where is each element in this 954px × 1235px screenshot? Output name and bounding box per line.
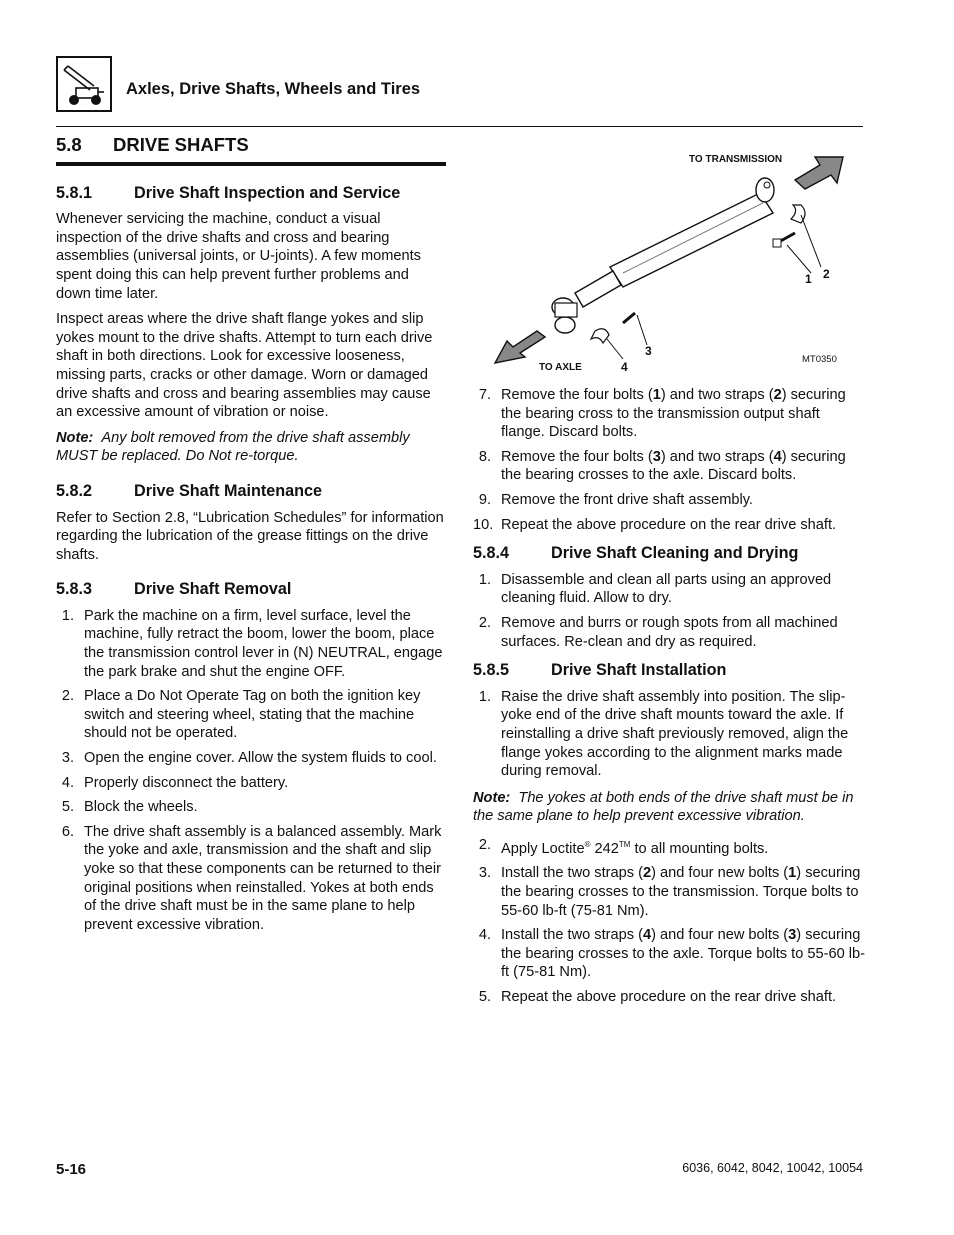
note-text: Any bolt removed from the drive shaft assembly MUST be replaced. Do Not re-torque.: [56, 429, 410, 465]
slip-yoke: [575, 271, 621, 307]
subsection-heading-installation: 5.8.5 Drive Shaft Installation: [473, 661, 727, 680]
figure-code: MT0350: [802, 354, 837, 365]
subsection-heading-maintenance: 5.8.2 Drive Shaft Maintenance: [56, 481, 323, 500]
section-heading: [56, 136, 446, 166]
list-item: 2. Apply Loctite® 242™ to all mounting bolts.: [478, 836, 769, 857]
note-text: The yokes at both ends of the drive shaft must be in the same plane to help prevent excessive vibration.: [473, 789, 854, 825]
right-column: [473, 386, 865, 1012]
list-item: 4. Install the two straps (4) and four new bolts (3) securing the bearing crosses to the axle. Torque bolts to 55-60 lb-ft (75-81 Nm).: [478, 927, 865, 981]
callout-1: 1: [805, 272, 812, 286]
to-transmission-label: TO TRANSMISSION: [689, 154, 783, 165]
strap-4: [591, 329, 609, 343]
removal-steps-continued: [473, 386, 865, 534]
list-item: 2. Remove and burrs or rough spots from all machined surfaces. Re-clean and dry as required.: [478, 614, 838, 650]
paragraph: Whenever servicing the machine, conduct a visual inspection of the drive shafts and cross and bearing assemblies (universal joints, or U-joints). A few moments spent doing this can help prevent further problems and down time later.: [56, 211, 421, 302]
list-item: 2. Place a Do Not Operate Tag on both the ignition key switch and steering wheel, stating that the machine should not be operated.: [61, 688, 421, 742]
section-title: DRIVE SHAFTS: [113, 134, 249, 155]
bolt-3: [623, 313, 635, 323]
left-column: [56, 134, 446, 940]
page-number: 5-16: [56, 1161, 87, 1178]
installation-steps: [473, 688, 865, 781]
list-item: 10. Repeat the above procedure on the rear drive shaft.: [473, 516, 837, 533]
list-item: 5. Block the wheels.: [61, 799, 198, 816]
machine-icon: [56, 56, 112, 112]
installation-steps-continued: [473, 836, 865, 1007]
list-item: 3. Install the two straps (2) and four new bolts (1) securing the bearing crosses to the transmission. Torque bolts to 55-60 lb-ft (75-81 Nm).: [478, 865, 861, 919]
to-axle-label: TO AXLE: [539, 362, 582, 373]
list-item: 6. The drive shaft assembly is a balanced assembly. Mark the yoke and axle, transmission and the shaft and slip yoke so that these components can be returned to their original positions when reinstalled. Yokes at both ends of the drive shaft must be in the same plane to help prevent excessive vibration.: [61, 823, 442, 933]
list-item: 5. Repeat the above procedure on the rear drive shaft.: [478, 988, 837, 1005]
header-title: Axles, Drive Shafts, Wheels and Tires: [126, 80, 421, 98]
subsection-heading-cleaning: 5.8.4 Drive Shaft Cleaning and Drying: [473, 544, 799, 563]
list-item: 7. Remove the four bolts (1) and two straps (2) securing the bearing cross to the transmission output shaft flange. Discard bolts.: [478, 387, 846, 441]
note: [473, 789, 865, 826]
drive-shaft-figure: [475, 145, 865, 385]
list-item: 1. Disassemble and clean all parts using an approved cleaning fluid. Allow to dry.: [478, 571, 832, 607]
list-item: 8. Remove the four bolts (3) and two straps (4) securing the bearing crosses to the axle. Discard bolts.: [478, 448, 846, 484]
callout-2: 2: [823, 267, 830, 281]
list-item: 1. Park the machine on a firm, level surface, level the machine, fully retract the boom, lower the boom, place the transmission control lever in (N) NEUTRAL, engage the park brake and shut the engine OFF.: [61, 607, 443, 680]
list-item: 1. Raise the drive shaft assembly into position. The slip-yoke end of the drive shaft mounts toward the axle. If reinstalling a drive shaft previously removed, align the flange yokes according to the alignment marks made during removal.: [478, 688, 849, 780]
callout-4: 4: [621, 360, 628, 374]
note-label: Note:: [56, 429, 94, 446]
header-rule: [56, 126, 863, 127]
paragraph: Inspect areas where the drive shaft flange yokes and slip yokes mount to the drive shafts. Attempt to turn each drive shaft in both directions. Look for excessive looseness, missing parts, cracks or other damage. Worn or damaged drive shafts and cross and bearing assemblies may cause an excessive amount of vibration or noise.: [56, 311, 433, 421]
model-numbers: 6036, 6042, 8042, 10042, 10054: [682, 1161, 863, 1175]
list-item: 9. Remove the front drive shaft assembly.: [478, 491, 753, 508]
paragraph: Refer to Section 2.8, “Lubrication Schedules” for information regarding the lubrication of the grease fittings on the drive shafts.: [56, 509, 444, 563]
shaft-tube: [610, 193, 773, 287]
arrow-to-transmission-icon: [795, 157, 843, 189]
section-number: 5.8: [56, 134, 82, 155]
callout-3: 3: [645, 344, 652, 358]
list-item: 3. Open the engine cover. Allow the system fluids to cool.: [61, 750, 437, 767]
removal-steps: [56, 607, 446, 935]
list-item: 4. Properly disconnect the battery.: [61, 774, 289, 791]
subsection-heading-inspection: 5.8.1 Drive Shaft Inspection and Service: [56, 183, 401, 202]
note-label: Note:: [473, 789, 511, 806]
arrow-to-axle-icon: [495, 331, 545, 363]
note: [56, 429, 446, 466]
subsection-heading-removal: 5.8.3 Drive Shaft Removal: [56, 580, 292, 599]
cleaning-steps: [473, 571, 865, 651]
